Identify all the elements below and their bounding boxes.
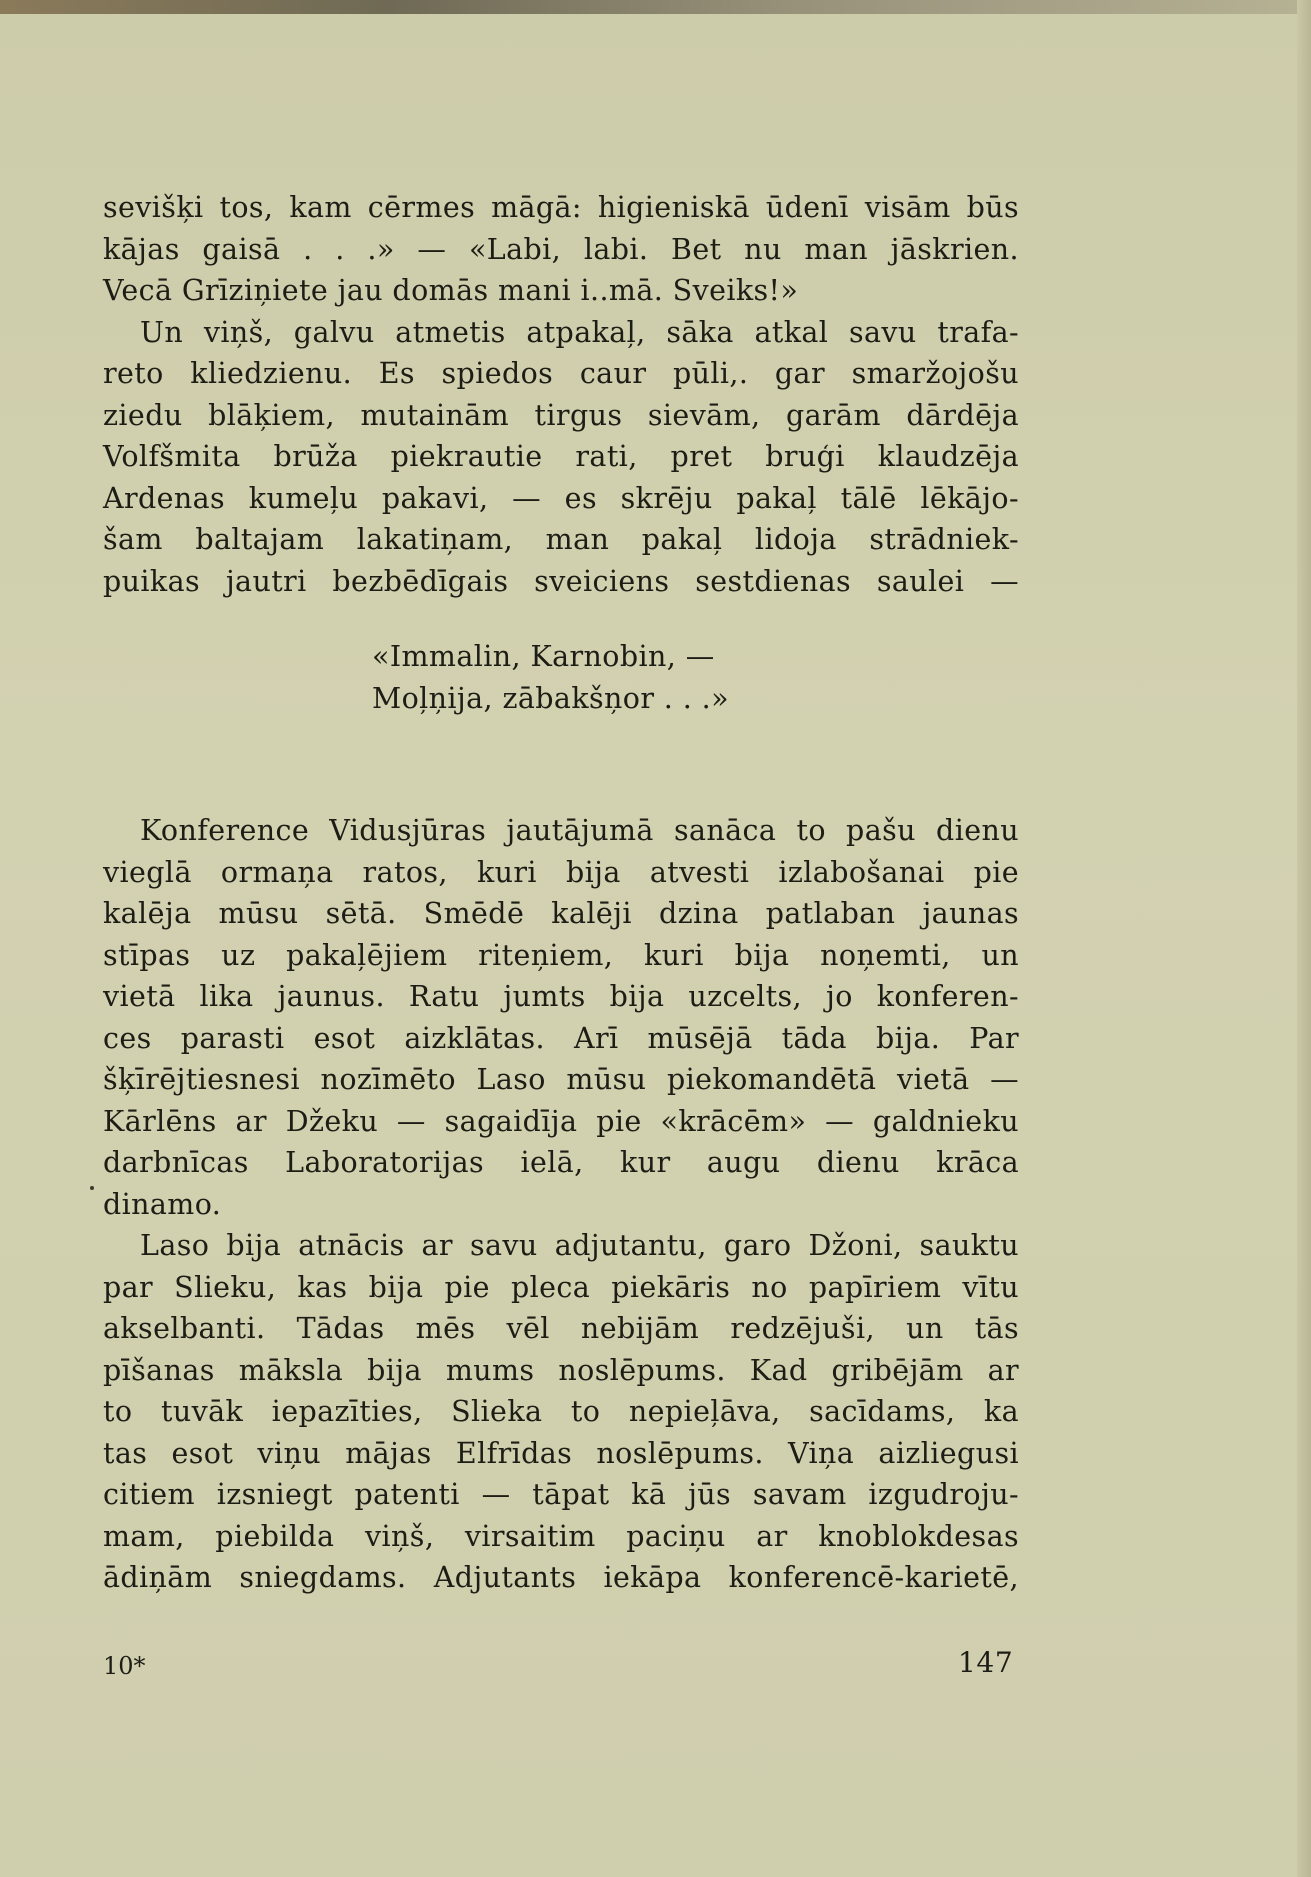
text-line: šķīrējtiesnesi nozīmēto Laso mūsu piekomandētā vietā — xyxy=(103,1063,1019,1096)
paper-speck xyxy=(90,1186,94,1190)
page-top-edge xyxy=(0,0,1311,14)
text-line: kalēja mūsu sētā. Smēdē kalēji dzina patlaban jaunas xyxy=(103,897,1019,930)
text-line: Volfšmita brūža piekrautie rati, pret bruģi klaudzēja xyxy=(103,440,1019,473)
text-line: ces parasti esot aizklātas. Arī mūsējā tāda bija. Par xyxy=(103,1021,1019,1055)
poem-line: «Immalin, Karnobin, — xyxy=(372,640,715,673)
text-line: stīpas uz pakaļējiem riteņiem, kuri bija noņemti, un xyxy=(103,938,1019,972)
text-line: Un viņš, galvu atmetis atpakaļ, sāka atkal savu trafa- xyxy=(140,315,1019,349)
text-line: Kārlēns ar Džeku — sagaidīja pie «krācēm» — galdnieku xyxy=(103,1104,1019,1138)
text-line: to tuvāk iepazīties, Slieka to nepieļāva, sacīdams, ka xyxy=(103,1395,1019,1428)
text-line: reto kliedzienu. Es spiedos caur pūli,. gar smaržojošu xyxy=(103,357,1019,390)
text-line: Ardenas kumeļu pakavi, — es skrēju pakaļ tālē lēkājo- xyxy=(103,481,1019,515)
text-line: Vecā Grīziņiete jau domās mani i..mā. Sveiks!» xyxy=(103,274,799,307)
text-line: kājas gaisā . . .» — «Labi, labi. Bet nu man jāskrien. xyxy=(103,232,1019,266)
text-line: dinamo. xyxy=(103,1187,222,1221)
text-line: darbnīcas Laboratorijas ielā, kur augu dienu krāca xyxy=(103,1146,1019,1179)
poem-quote xyxy=(372,636,729,719)
text-line: vietā lika jaunus. Ratu jumts bija uzcelts, jo konferen- xyxy=(103,980,1019,1013)
signature-mark: 10* xyxy=(103,1652,146,1680)
text-line: ādiņām sniegdams. Adjutants iekāpa konferencē-karietē, xyxy=(103,1561,1019,1594)
page-right-edge xyxy=(1297,0,1311,1877)
text-block-upper xyxy=(103,187,1019,602)
text-line: mam, piebilda viņš, virsaitim paciņu ar knoblokdesas xyxy=(103,1519,1019,1553)
text-line: sevišķi tos, kam cērmes māgā: higieniskā ūdenī visām būs xyxy=(103,191,1019,224)
text-line: tas esot viņu mājas Elfrīdas noslēpums. Viņa aizliegusi xyxy=(103,1436,1019,1470)
text-line: Laso bija atnācis ar savu adjutantu, garo Džoni, sauktu xyxy=(140,1229,1019,1262)
text-line: Konference Vidusjūras jautājumā sanāca to pašu dienu xyxy=(140,814,1019,847)
text-line: vieglā ormaņa ratos, kuri bija atvesti izlabošanai pie xyxy=(103,855,1019,889)
page-number: 147 xyxy=(958,1646,1014,1679)
text-line: puikas jautri bezbēdīgais sveiciens sestdienas saulei — xyxy=(103,564,1019,598)
text-line: pīšanas māksla bija mums noslēpums. Kad gribējām ar xyxy=(103,1353,1019,1387)
text-line: akselbanti. Tādas mēs vēl nebijām redzējuši, un tās xyxy=(103,1312,1019,1345)
text-line: par Slieku, kas bija pie pleca piekāris no papīriem vītu xyxy=(103,1270,1019,1304)
text-line: šam baltajam lakatiņam, man pakaļ lidoja strādniek- xyxy=(103,523,1019,556)
poem-line: Moļņija, zābakšņor . . .» xyxy=(372,681,729,715)
text-block-lower xyxy=(103,810,1019,1599)
text-line: citiem izsniegt patenti — tāpat kā jūs savam izgudroju- xyxy=(103,1478,1019,1511)
text-line: ziedu blāķiem, mutainām tirgus sievām, garām dārdēja xyxy=(103,398,1019,432)
